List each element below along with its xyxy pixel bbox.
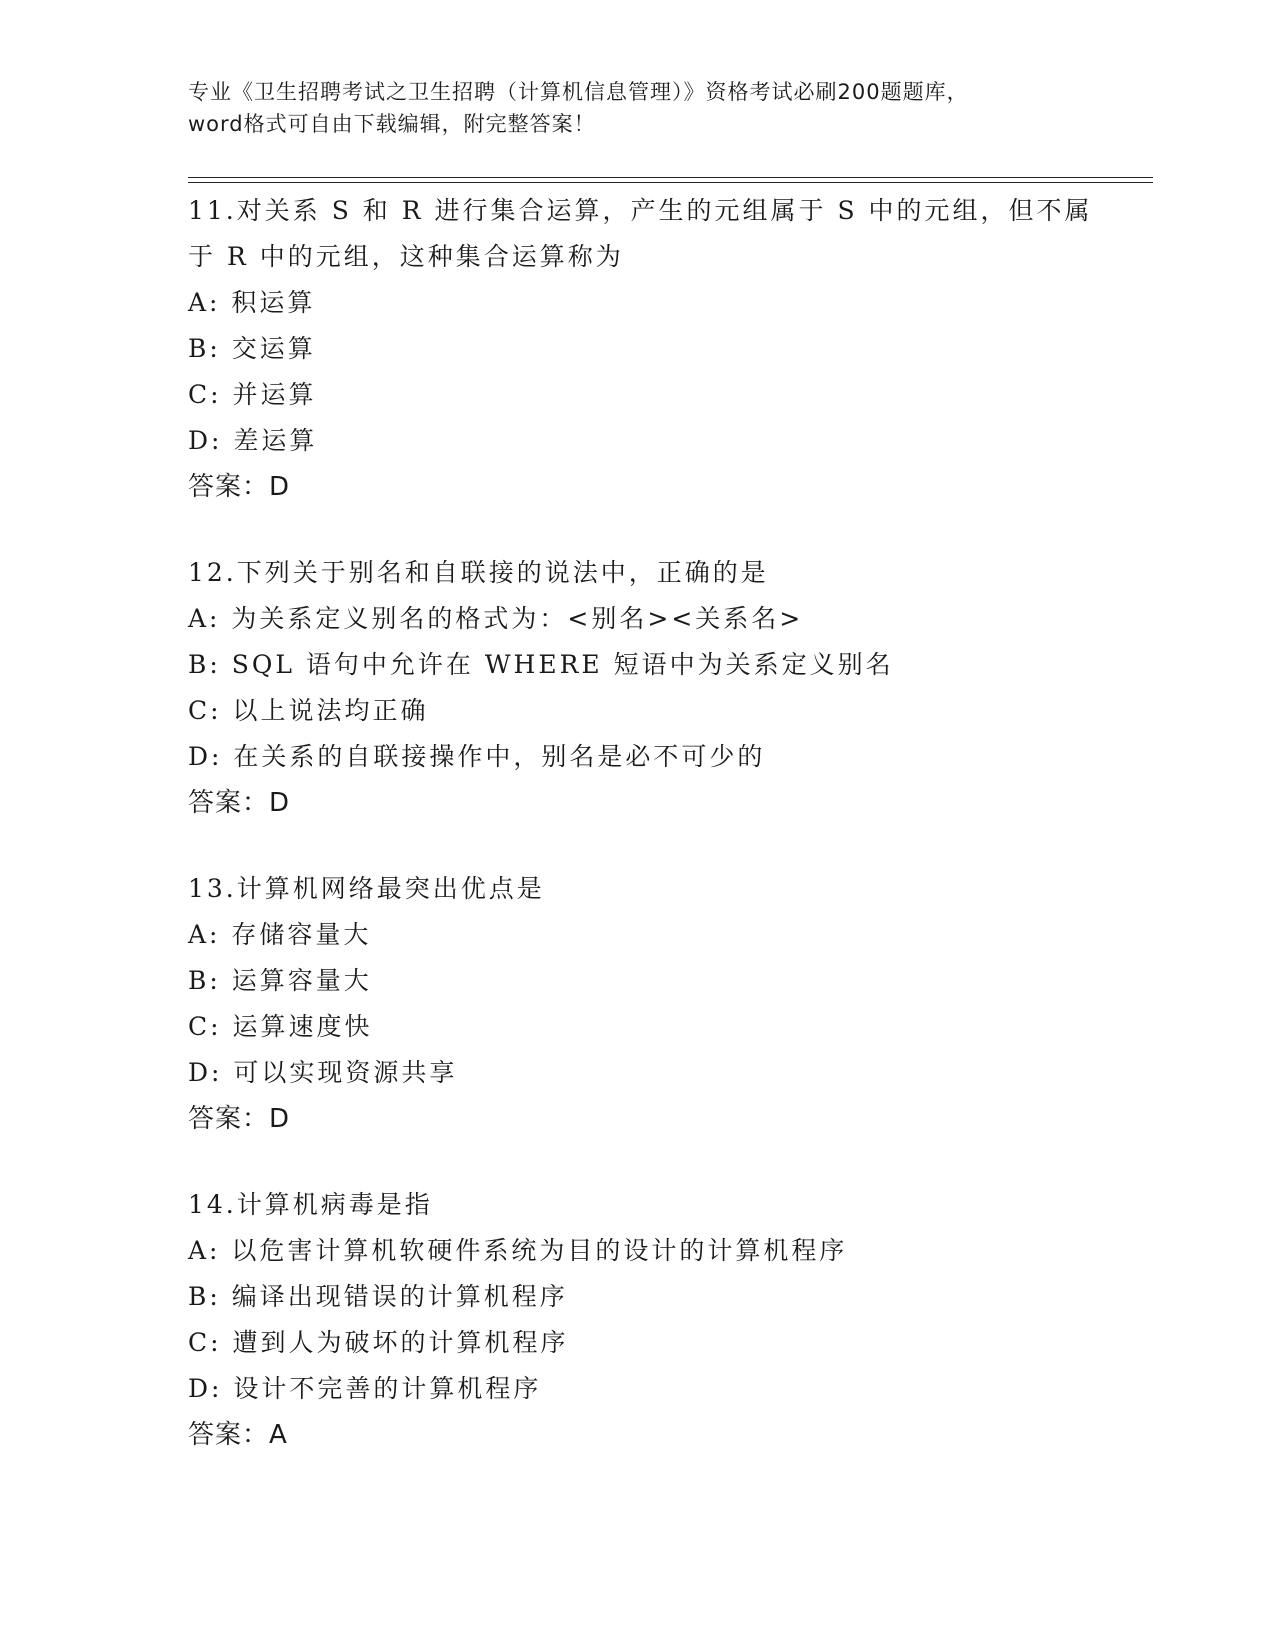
option-c: C: 以上说法均正确	[188, 696, 429, 725]
option-b: B: 编译出现错误的计算机程序	[188, 1282, 568, 1311]
header-divider-bottom	[188, 182, 1153, 183]
option-a: A: 以危害计算机软硬件系统为目的设计的计算机程序	[188, 1236, 848, 1265]
option-a: A: 存储容量大	[188, 920, 372, 949]
option-b: B: 运算容量大	[188, 966, 372, 995]
question-stem: 13.计算机网络最突出优点是	[188, 874, 545, 903]
question-13	[188, 866, 1148, 1142]
question-stem: 14.计算机病毒是指	[188, 1190, 433, 1219]
header-title-line-1: 专业《卫生招聘考试之卫生招聘（计算机信息管理）》资格考试必刷200题题库，	[188, 80, 969, 104]
header-title-line-2: word格式可自由下载编辑，附完整答案！	[188, 112, 596, 136]
option-c: C: 遭到人为破坏的计算机程序	[188, 1328, 569, 1357]
answer-line: 答案：D	[188, 1104, 291, 1134]
option-d: D: 在关系的自联接操作中，别名是必不可少的	[188, 742, 766, 771]
question-14	[188, 1182, 1148, 1458]
answer-line: 答案：D	[188, 788, 291, 818]
option-d: D: 设计不完善的计算机程序	[188, 1374, 542, 1403]
option-c: C: 并运算	[188, 380, 317, 409]
question-12	[188, 550, 1148, 826]
option-c: C: 运算速度快	[188, 1012, 373, 1041]
question-11	[188, 188, 1148, 510]
question-list	[188, 188, 1148, 1458]
option-a: A: 积运算	[188, 288, 316, 317]
option-d: D: 可以实现资源共享	[188, 1058, 458, 1087]
answer-line: 答案：A	[188, 1420, 288, 1450]
option-b: B: 交运算	[188, 334, 316, 363]
option-b: B: SQL 语句中允许在 WHERE 短语中为关系定义别名	[188, 650, 894, 679]
answer-line: 答案：D	[188, 472, 291, 502]
header-divider-top	[188, 177, 1153, 178]
question-stem: 12.下列关于别名和自联接的说法中，正确的是	[188, 558, 769, 587]
question-stem-line-1: 11.对关系 S 和 R 进行集合运算，产生的元组属于 S 中的元组，但不属	[188, 196, 1093, 225]
option-a: A: 为关系定义别名的格式为：<别名><关系名>	[188, 604, 804, 633]
document-header	[188, 76, 1088, 140]
option-d: D: 差运算	[188, 426, 318, 455]
question-stem-line-2: 于 R 中的元组，这种集合运算称为	[188, 242, 624, 271]
